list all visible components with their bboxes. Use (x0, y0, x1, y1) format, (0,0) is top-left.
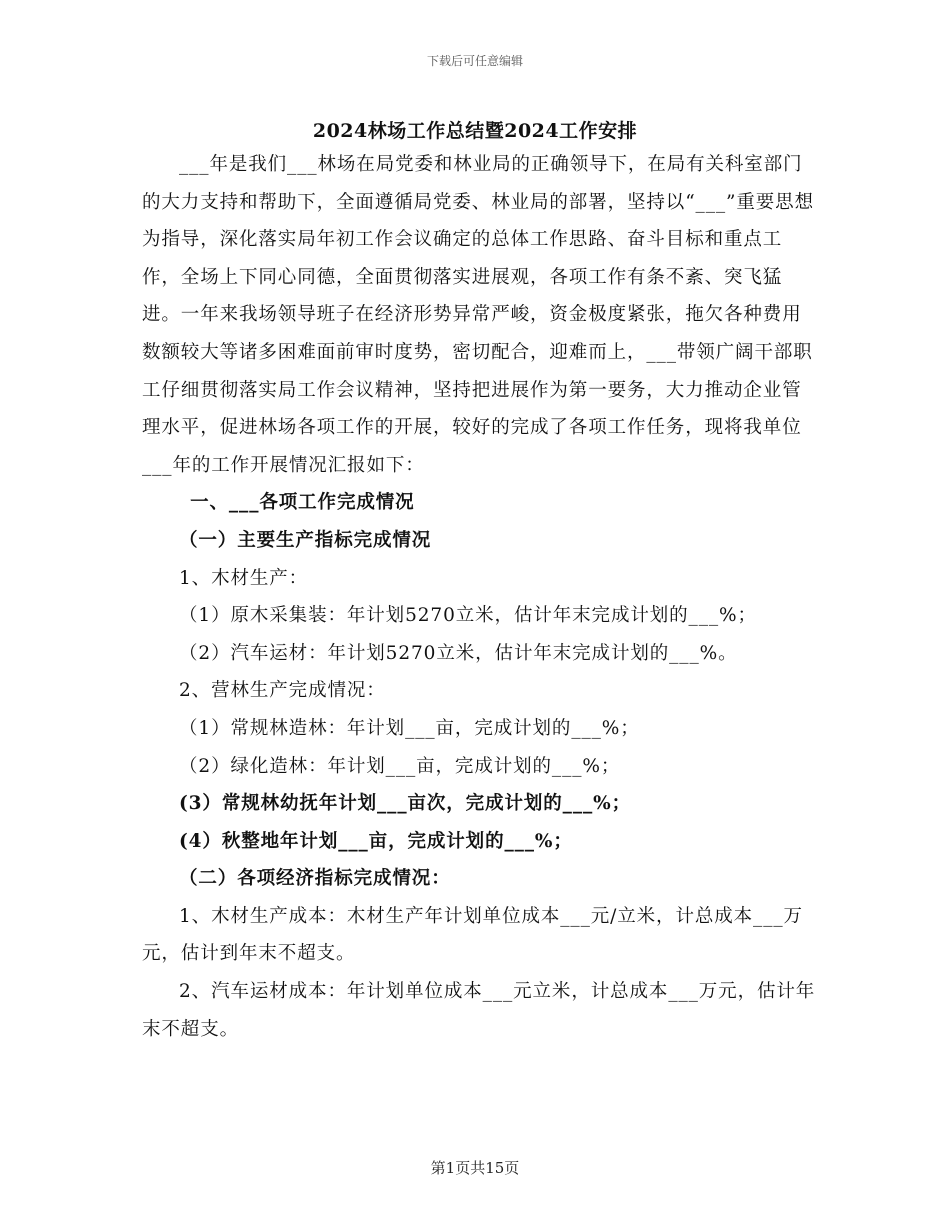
page-header: 下载后可任意编辑 (426, 54, 523, 68)
list-item-autumn-land-prep: (4）秋整地年计划___亩，完成计划的___%； (179, 830, 573, 852)
list-item-log-collection: （1）原木采集装：年计划5270立米，估计年末完成计划的___%； (179, 605, 757, 627)
list-item-regular-afforestation: （1）常规林造林：年计划___亩，完成计划的___%； (179, 717, 640, 739)
list-item-transport-cost: 2、汽车运材成本：年计划单位成本___元立米，计总成本___万元，估计年末不超支。 (142, 981, 816, 1040)
page-number: 第1页共15页 (430, 1159, 520, 1177)
list-item-young-forest-tending: (3）常规林幼抚年计划___亩次，完成计划的___%； (179, 793, 632, 815)
subsection-heading-2: （二）各项经济指标完成情况： (179, 868, 451, 890)
list-item-timber-cost: 1、木材生产成本：木材生产年计划单位成本___元/立米，计总成本___万元，估计到年末不超支。 (142, 905, 803, 965)
section-heading-1: 一、___各项工作完成情况 (190, 492, 415, 514)
list-item-greening-afforestation: （2）绿化造林：年计划___亩，完成计划的___%； (179, 755, 621, 777)
list-item-truck-transport: （2）汽车运材：年计划5270立米，估计年末完成计划的___%。 (179, 642, 738, 664)
document-title: 2024林场工作总结暨2024工作安排 (312, 120, 638, 142)
subsection-heading-1: （一）主要生产指标完成情况 (179, 529, 432, 551)
intro-paragraph: ___年是我们___林场在局党委和林业局的正确领导下，在局有关科室部门的大力支持和帮助下，全面遵循局党委、林业局的部署，坚持以“___”重要思想为指导，深化落实局年初工作会议确定的总体工作思路、奋斗目标和重点工作，全场上下同心同德，全面贯彻落实进展观，各项工作有条不紊、突飞猛进。一年来我场领导班子在经济形势异常严峻，资金极度紧张，拖欠各种费用数额较大等诸多困难面前审时度势，密切配合，迎难而上，___带领广阔干部职工仔细贯彻落实局工作会议精神，坚持把进展作为第一要务，大力推动企业管理水平，促进林场各项工作的开展，较好的完成了各项工作任务，现将我单位___年的工作开展情况汇报如下： (142, 154, 814, 476)
list-item-forest-management: 2、营林生产完成情况： (179, 680, 386, 702)
document-body (142, 146, 818, 1048)
list-item-timber-production: 1、木材生产： (179, 567, 309, 589)
